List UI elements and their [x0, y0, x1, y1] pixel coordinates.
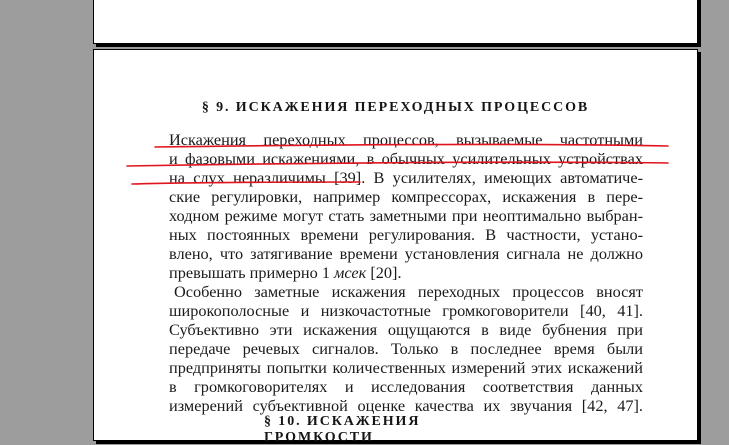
next-section-heading-cutoff: [264, 412, 524, 445]
text-line: [169, 130, 643, 149]
text-line: широкополосные и низкочастотные громкоговорители [40, 41].: [169, 301, 643, 320]
text-line-last: [169, 263, 402, 282]
text-fragment: [20].: [366, 263, 402, 282]
text-line: Особенно заметные искажения переходных процессов вносят: [174, 282, 643, 301]
text-line: ходном режиме могут стать заметными при неоптимально выбран-: [169, 206, 643, 225]
next-section-heading: § 10. ИСКАЖЕНИЯ ГРОМКОСТИ: [264, 414, 421, 445]
unit-italic: мсек: [334, 263, 367, 282]
text-line: передаче речевых сигналов. Только в последнее время были: [169, 339, 643, 358]
line-text: Искажения переходных процессов, вызываемые частотными: [169, 130, 643, 149]
text-line: измерений субъективной оценке качества их звучания [42, 47].: [169, 396, 643, 415]
text-line: на слух неразличимы [39]. В усилителях, имеющих автоматиче-: [169, 168, 643, 187]
text-line: влено, что затягивание времени установления сигнала не должно: [169, 244, 643, 263]
section-heading: § 9. ИСКАЖЕНИЯ ПЕРЕХОДНЫХ ПРОЦЕССОВ: [201, 100, 590, 115]
text-line: ские регулировки, например компрессорах, искажения в пере-: [169, 187, 643, 206]
text-line: и фазовыми искажениями, в обычных усилительных устройствах: [169, 149, 643, 168]
text-line: в громкоговорителях и исследования соответствия данных: [169, 377, 643, 396]
text-line: Субъективно эти искажения ощущаются в виде бубнения при: [169, 320, 643, 339]
previous-page: [93, 0, 698, 44]
text-line: предприняты попытки количественных измерений этих искажений: [169, 358, 643, 377]
text-fragment: превышать примерно 1: [169, 263, 335, 282]
document-page: [93, 49, 698, 445]
text-line: ных постоянных времени регулирования. В частности, устано-: [169, 225, 643, 244]
